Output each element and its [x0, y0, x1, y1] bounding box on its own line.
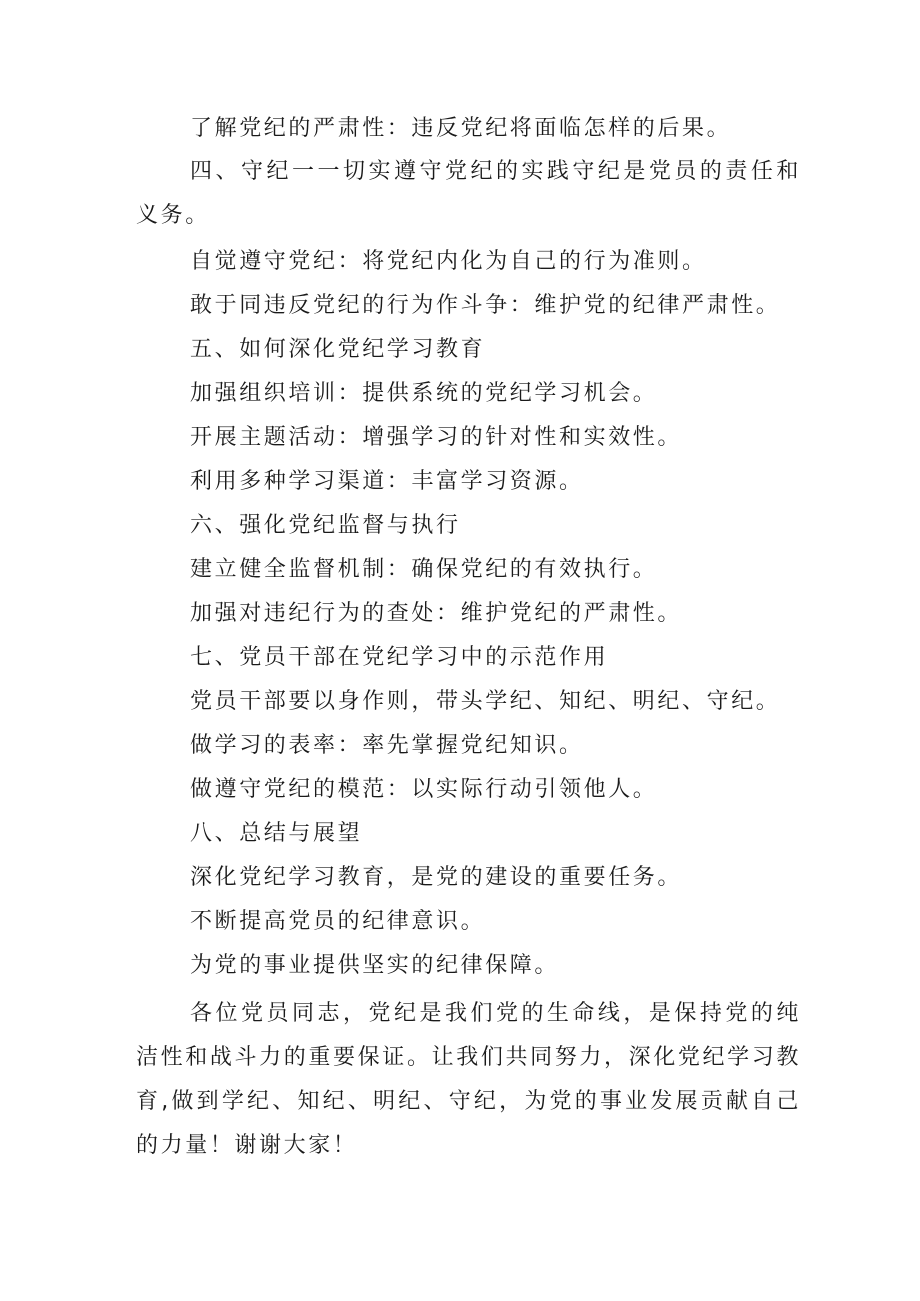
- paragraph-line: 党员干部要以身作则，带头学纪、知纪、明纪、守纪。: [190, 689, 781, 714]
- paragraph-line: 为党的事业提供坚实的纪律保障。: [190, 953, 560, 978]
- paragraph-line: 建立健全监督机制：确保党纪的有效执行。: [190, 557, 658, 582]
- paragraph-line: 加强对违纪行为的查处：维护党纪的严肃性。: [190, 601, 683, 626]
- section-heading-8: 八、总结与展望: [190, 821, 363, 846]
- paragraph-line: 敢于同违反党纪的行为作斗争：维护党的纪律严肃性。: [190, 293, 781, 318]
- section-heading-5: 五、如何深化党纪学习教育: [190, 337, 486, 362]
- closing-paragraph: 各位党员同志，党纪是我们党的生命线，是保持党的纯洁性和战斗力的重要保证。让我们共同努力，深化党纪学习教育,做到学纪、知纪、明纪、守纪，为党的事业发展贡献自己的力量！谢谢大家！: [136, 1001, 801, 1158]
- paragraph-line: 深化党纪学习教育，是党的建设的重要任务。: [190, 865, 683, 890]
- paragraph-line: 加强组织培训：提供系统的党纪学习机会。: [190, 381, 658, 406]
- paragraph-line: 做遵守党纪的模范：以实际行动引领他人。: [190, 777, 658, 802]
- paragraph-line: 自觉遵守党纪：将党纪内化为自己的行为准则。: [190, 249, 707, 274]
- section-heading-4: 四、守纪一一切实遵守党纪的实践守纪是党员的责任和义务。: [136, 159, 801, 228]
- paragraph-line: 不断提高党员的纪律意识。: [190, 909, 486, 934]
- section-heading-7: 七、党员干部在党纪学习中的示范作用: [190, 645, 609, 670]
- paragraph-line: 了解党纪的严肃性：违反党纪将面临怎样的后果。: [190, 116, 732, 141]
- paragraph-line: 开展主题活动：增强学习的针对性和实效性。: [190, 425, 683, 450]
- section-heading-6: 六、强化党纪监督与执行: [190, 513, 461, 538]
- paragraph-line: 利用多种学习渠道：丰富学习资源。: [190, 469, 584, 494]
- paragraph-line: 做学习的表率：率先掌握党纪知识。: [190, 733, 584, 758]
